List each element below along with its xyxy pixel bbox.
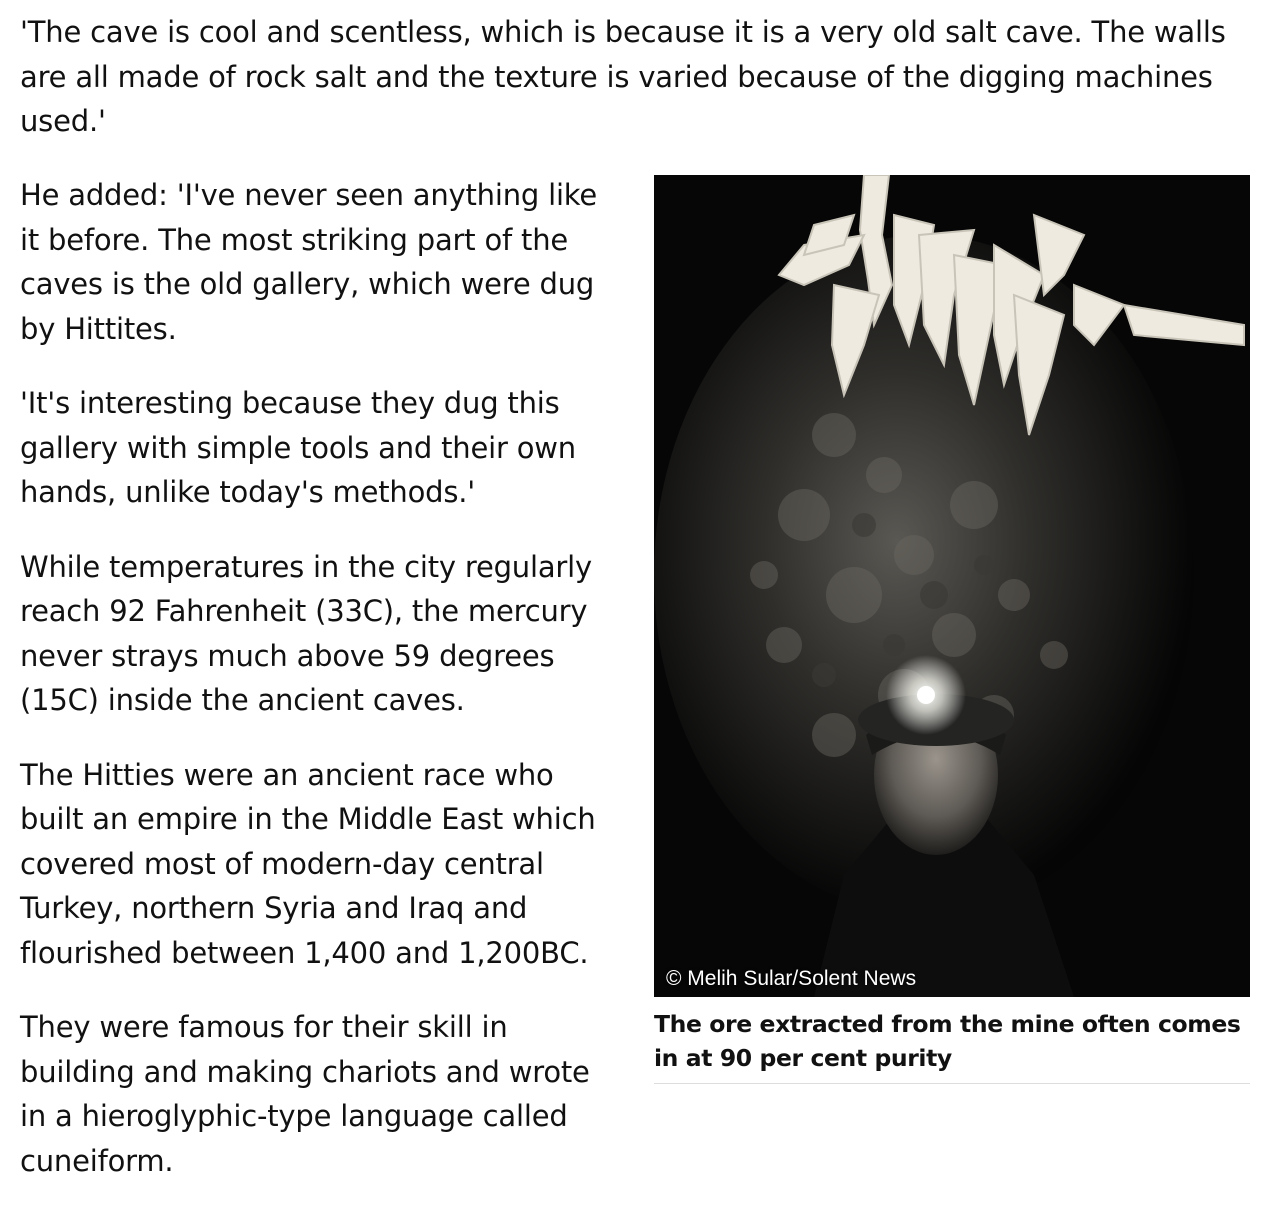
photo-caption: The ore extracted from the mine often comes in at 90 per cent purity	[654, 1007, 1250, 1084]
paragraph-4: The Hitties were an ancient race who built an empire in the Middle East which covered most of modern-day central Turkey, northern Syria and Iraq and flourished between 1,400 and 1,200BC.	[20, 757, 596, 970]
article-figure	[654, 175, 1250, 1084]
paragraph-1: He added: 'I've never seen anything like it before. The most striking part of the caves is the old gallery, which were dug by Hittites.	[20, 178, 598, 346]
paragraph-2: 'It's interesting because they dug this gallery with simple tools and their own hands, unlike today's methods.'	[20, 386, 576, 509]
paragraph-3: While temperatures in the city regularly reach 92 Fahrenheit (33C), the mercury never strays much above 59 degrees (15C) inside the ancient caves.	[20, 549, 592, 717]
paragraph-5: They were famous for their skill in building and making chariots and wrote in a hieroglyphic-type language called cuneiform.	[20, 1010, 590, 1178]
photo-credit: © Melih Sular/Solent News	[666, 967, 917, 990]
cave-photo-illustration	[654, 175, 1250, 997]
intro-paragraph: 'The cave is cool and scentless, which is because it is a very old salt cave. The walls are all made of rock salt and the texture is varied because of the digging machines used.'	[20, 15, 1226, 138]
cave-photo[interactable]	[654, 175, 1250, 997]
article-body	[20, 173, 620, 1213]
